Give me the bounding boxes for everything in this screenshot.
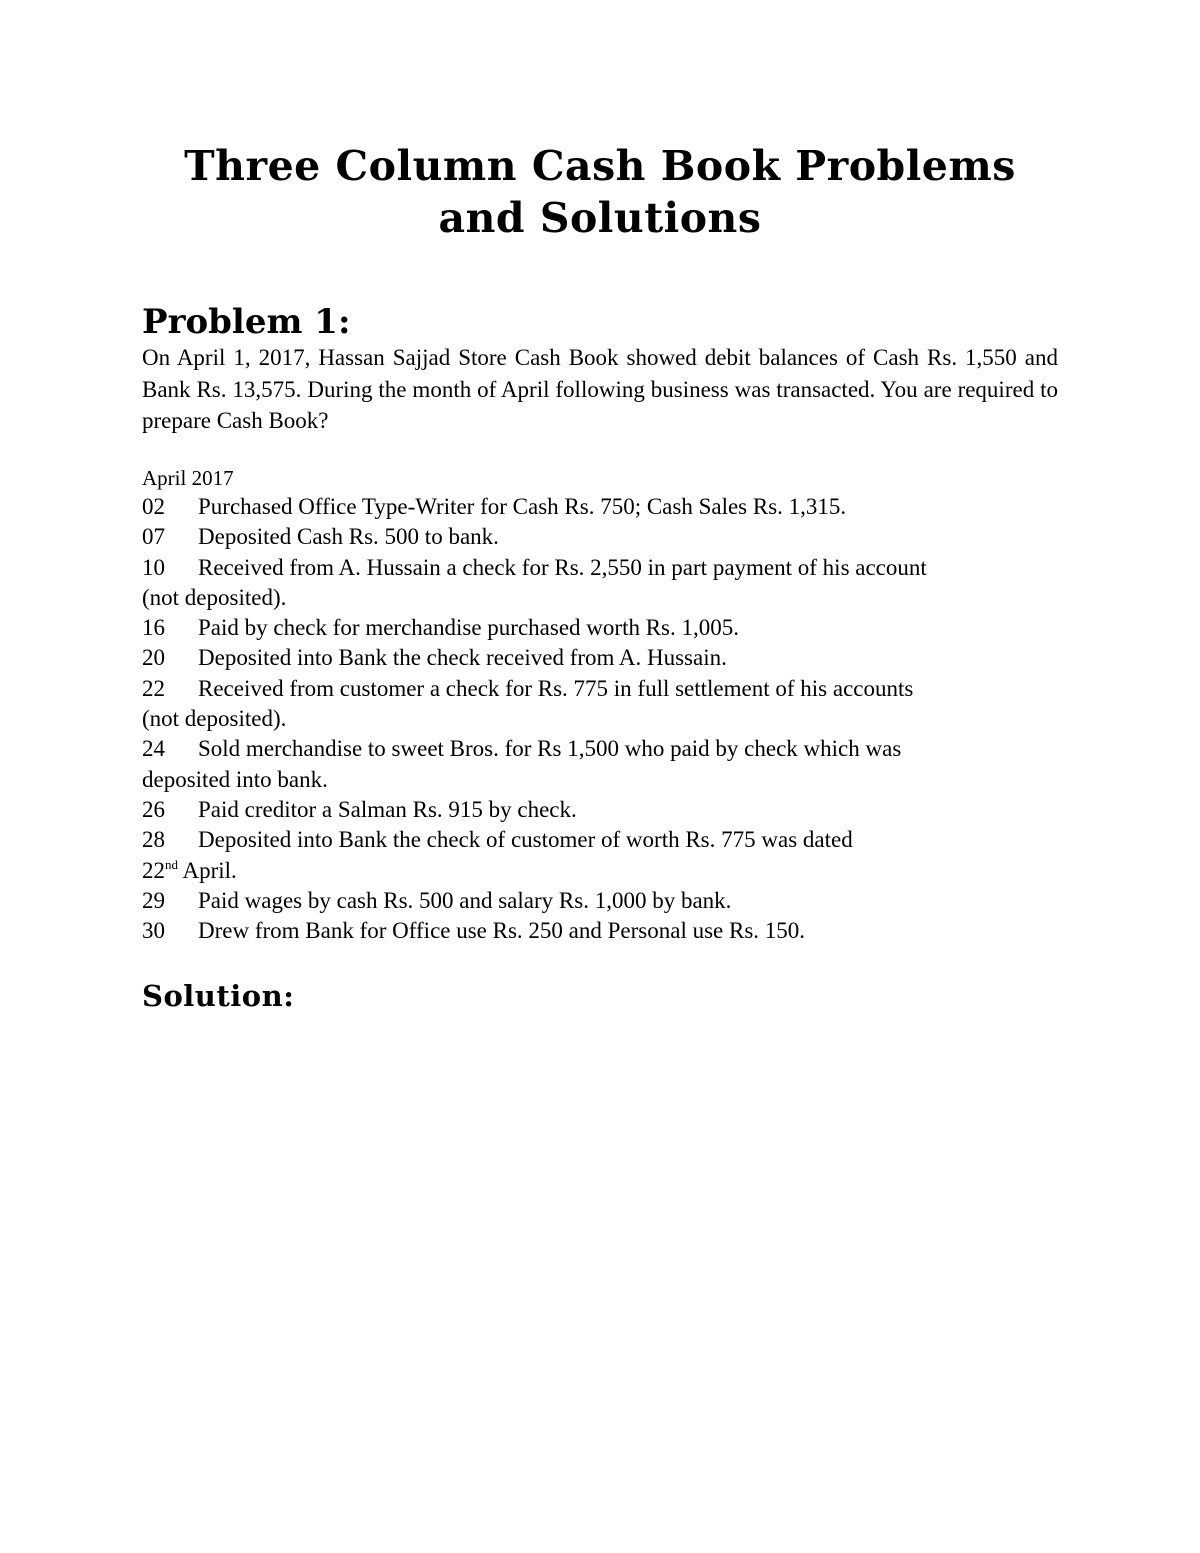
entry-text-continued: deposited into bank.	[142, 766, 328, 792]
entry-day: 16	[142, 615, 165, 641]
transaction-entry	[142, 522, 1058, 552]
transaction-entry	[142, 492, 1058, 522]
entry-text: Deposited into Bank the check received from A. Hussain.	[198, 645, 727, 671]
entry-text-continued: (not deposited).	[142, 584, 287, 610]
entry-text: Drew from Bank for Office use Rs. 250 and Personal use Rs. 150.	[198, 918, 806, 944]
transaction-entry	[142, 553, 1058, 614]
problem-heading: Problem 1:	[142, 302, 351, 342]
entry-text: Sold merchandise to sweet Bros. for Rs 1,500 who paid by check which was	[198, 736, 902, 762]
entry-day: 29	[142, 887, 165, 913]
entry-date-suffix: nd	[165, 856, 178, 872]
entry-day: 24	[142, 736, 165, 762]
entry-text-continued: (not deposited).	[142, 706, 287, 732]
entry-text: Received from customer a check for Rs. 775 in full settlement of his accounts	[198, 675, 914, 701]
transaction-entry	[142, 825, 1058, 886]
entry-day: 20	[142, 645, 165, 671]
entry-text: Deposited into Bank the check of customer of worth Rs. 775 was dated	[198, 827, 853, 853]
entry-date-rest: April.	[178, 857, 237, 883]
solution-heading: Solution:	[142, 979, 295, 1013]
entry-day: 26	[142, 796, 165, 822]
transaction-entry	[142, 886, 1058, 916]
entry-day: 30	[142, 918, 165, 944]
transaction-entry	[142, 643, 1058, 673]
entry-text: Paid by check for merchandise purchased worth Rs. 1,005.	[198, 615, 739, 641]
problem-intro: On April 1, 2017, Hassan Sajjad Store Cash Book showed debit balances of Cash Rs. 1,550 and Bank Rs. 13,575. During the month of April following business was transacted. You are required to prepare Cash Book?	[142, 345, 1058, 433]
entry-day: 02	[142, 494, 165, 519]
month-label: April 2017	[142, 466, 234, 490]
transaction-entry	[142, 613, 1058, 643]
title-text: Three Column Cash Book Problems and Solutions	[184, 142, 1016, 242]
entry-day: 22	[142, 675, 165, 701]
transaction-entry	[142, 916, 1058, 946]
entry-day: 10	[142, 554, 165, 580]
entry-day: 28	[142, 827, 165, 853]
transaction-list	[142, 492, 1058, 946]
transaction-entry	[142, 674, 1058, 735]
document-title	[142, 140, 1058, 244]
entry-text: Paid creditor a Salman Rs. 915 by check.	[198, 796, 577, 822]
entry-day: 07	[142, 524, 165, 550]
entry-text: Deposited Cash Rs. 500 to bank.	[198, 524, 499, 550]
transaction-entry	[142, 734, 1058, 795]
entry-date-number: 22	[142, 857, 165, 883]
entry-text: Received from A. Hussain a check for Rs. 2,550 in part payment of his account	[198, 554, 927, 580]
entry-text: Purchased Office Type-Writer for Cash Rs. 750; Cash Sales Rs. 1,315.	[198, 494, 847, 519]
transaction-entry	[142, 795, 1058, 825]
entry-text: Paid wages by cash Rs. 500 and salary Rs. 1,000 by bank.	[198, 887, 732, 913]
